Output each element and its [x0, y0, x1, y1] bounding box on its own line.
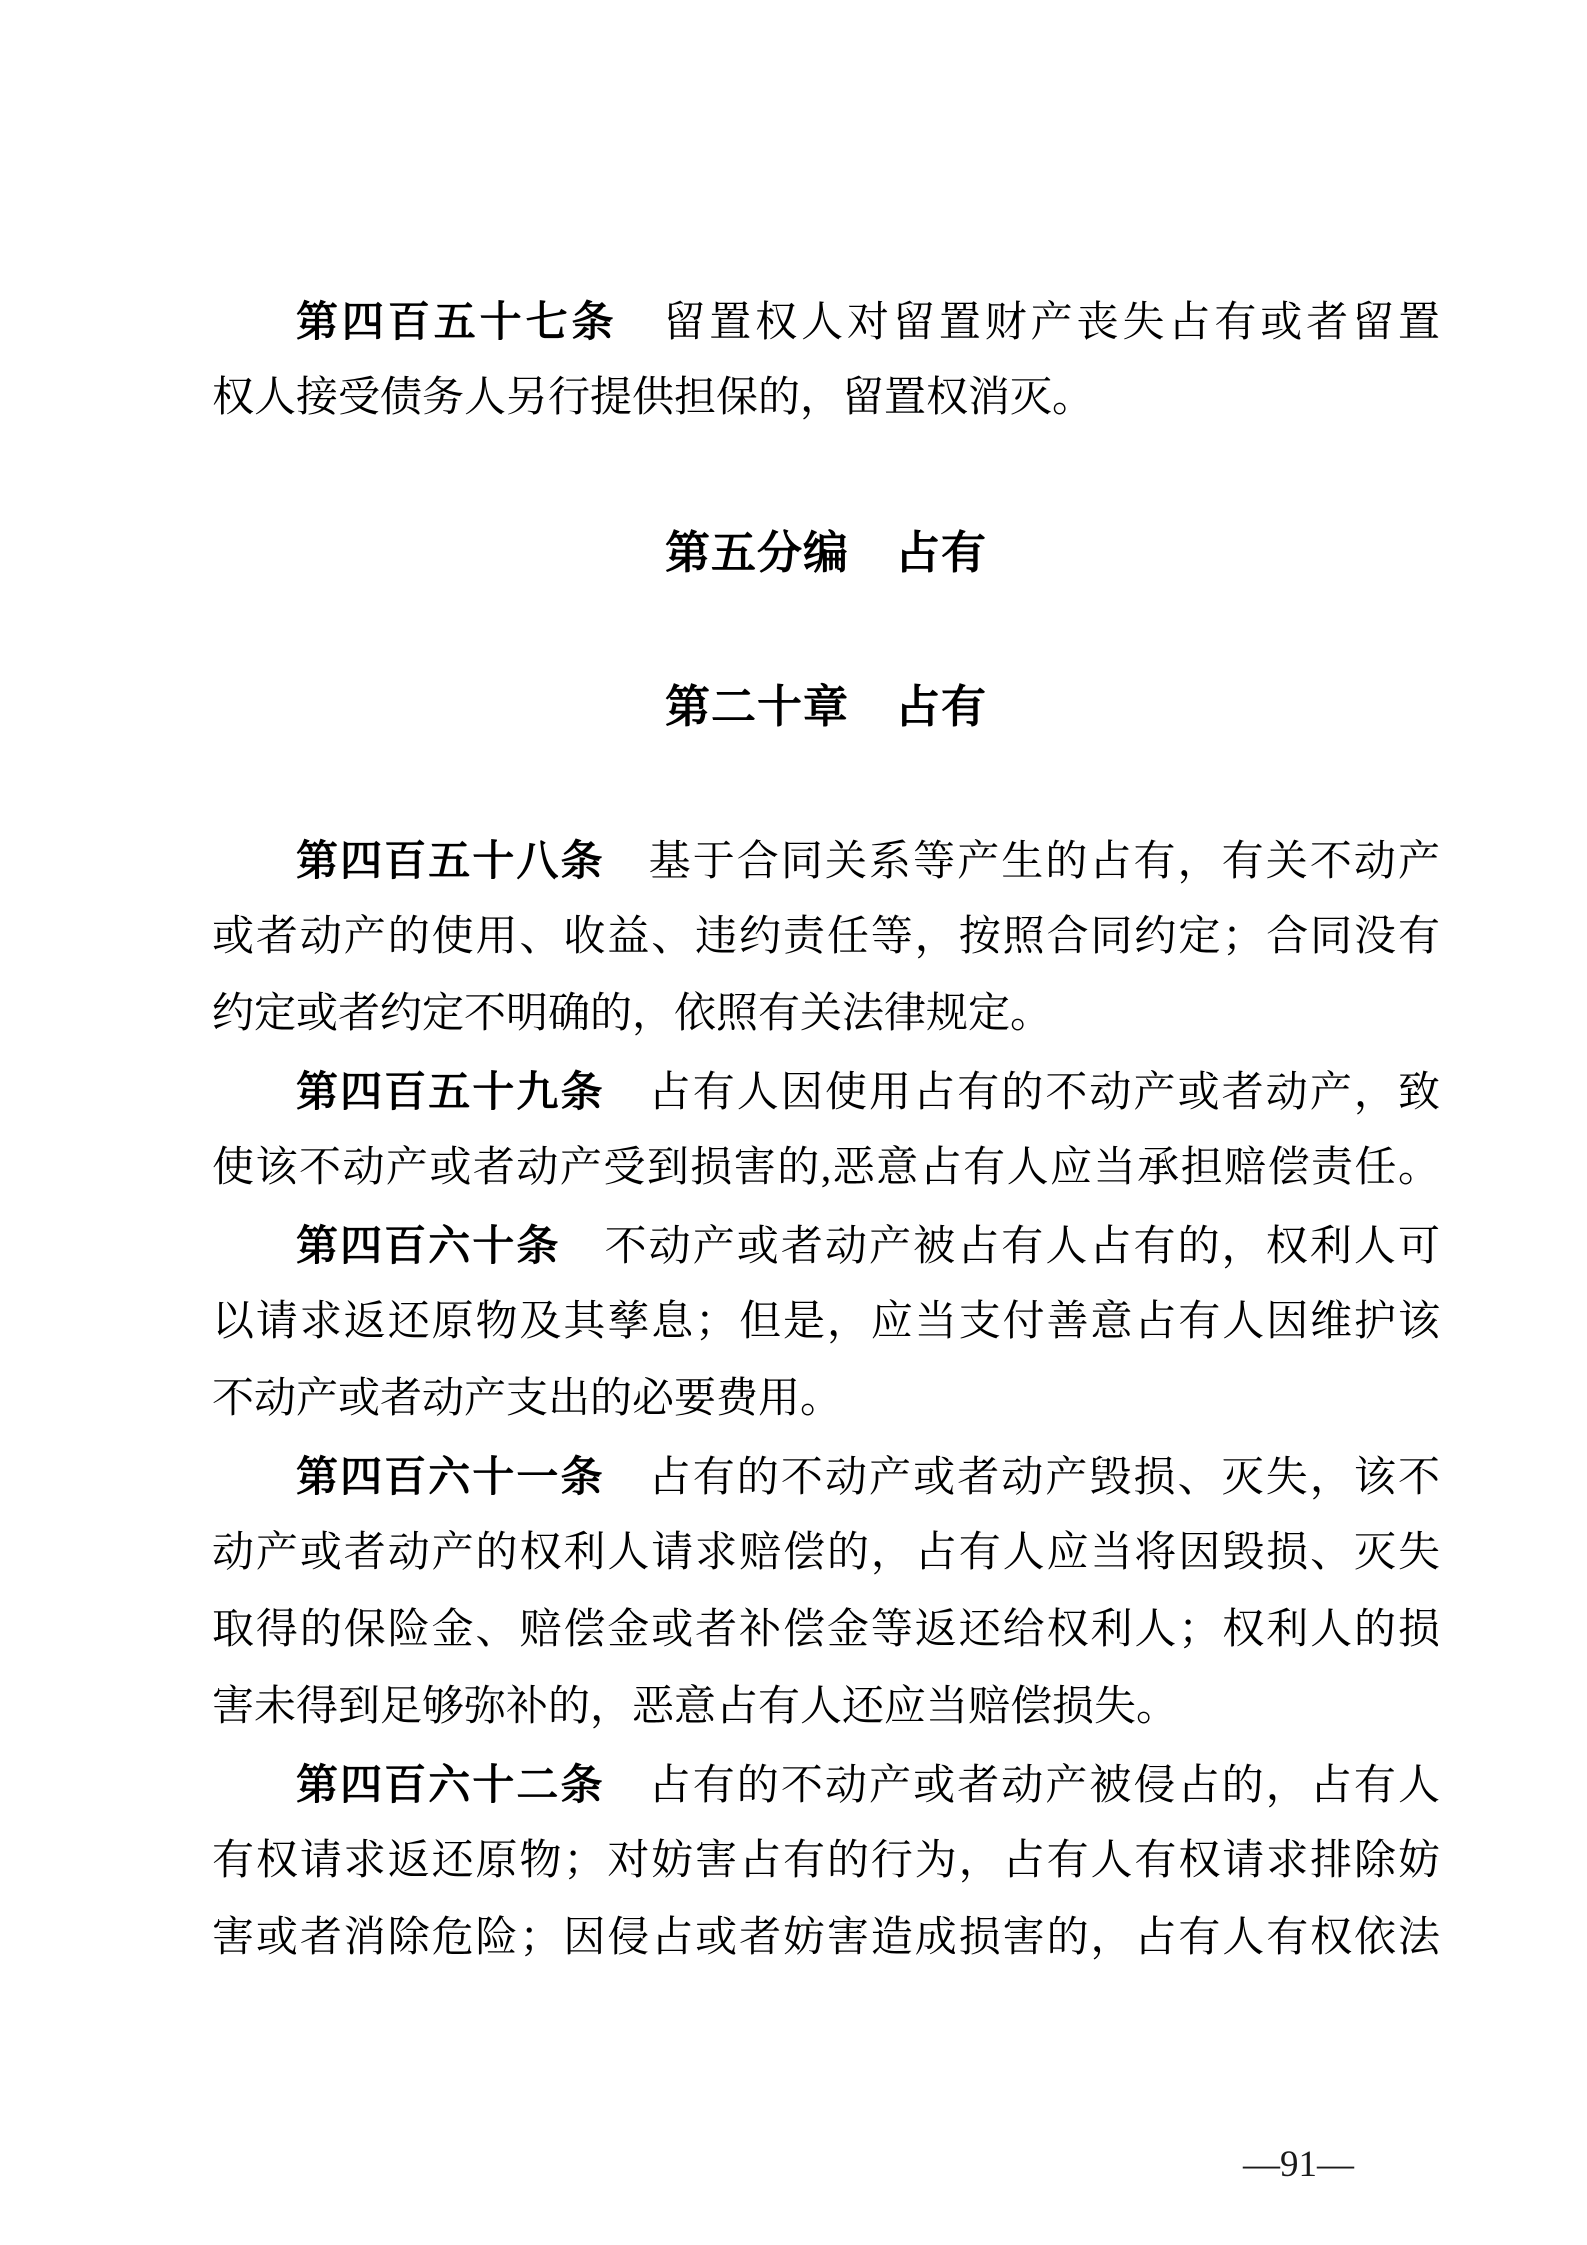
article-text: 或者动产的使用、收益、违约责任等，按照合同约定；合同没有: [212, 914, 1440, 960]
article-text: 占有的不动产或者动产被侵占的，占有人: [604, 1763, 1440, 1809]
text-line: [212, 976, 1440, 1053]
article-text: 害未得到足够弥补的，恶意占有人还应当赔偿损失。: [212, 1684, 1179, 1730]
article-text: 动产或者动产的权利人请求赔偿的，占有人应当将因毁损、灭失: [212, 1530, 1440, 1576]
article-text: 取得的保险金、赔偿金或者补偿金等返还给权利人；权利人的损: [212, 1607, 1440, 1653]
text-line: [212, 899, 1440, 976]
article-text: 约定或者约定不明确的，依照有关法律规定。: [212, 991, 1053, 1037]
article-text: 不动产或者动产支出的必要费用。: [212, 1376, 843, 1422]
chapter-heading: 第二十章 占有: [664, 681, 987, 732]
article-number: 第四百六十一条: [296, 1453, 605, 1500]
text-line: [212, 360, 1440, 437]
text-line: [212, 1592, 1440, 1669]
article-text: 有权请求返还原物；对妨害占有的行为，占有人有权请求排除妨: [212, 1838, 1440, 1884]
part-heading: 第五分编 占有: [664, 527, 987, 578]
text-line: [212, 1284, 1440, 1361]
article-number: 第四百六十条: [296, 1222, 561, 1269]
text-line: [212, 1361, 1440, 1438]
text-line: [212, 1900, 1440, 1977]
article-text: 使该不动产或者动产受到损害的,恶意占有人应当承担赔偿责任。: [212, 1145, 1440, 1191]
document-body: [212, 283, 1440, 1977]
article-text: 权人接受债务人另行提供担保的，留置权消灭。: [212, 375, 1095, 421]
text-line: [212, 1515, 1440, 1592]
article-text: 留置权人对留置财产丧失占有或者留置: [617, 300, 1440, 346]
blank-line: [212, 745, 1440, 822]
article-text: 不动产或者动产被占有人占有的，权利人可: [560, 1224, 1440, 1270]
text-line: [212, 1438, 1440, 1515]
blank-line: [212, 437, 1440, 514]
article-text: 占有的不动产或者动产毁损、灭失，该不: [604, 1455, 1440, 1501]
text-line: [212, 283, 1440, 360]
article-text: 害或者消除危险；因侵占或者妨害造成损害的，占有人有权依法: [212, 1915, 1440, 1961]
text-line: [212, 1130, 1440, 1207]
article-number: 第四百五十八条: [296, 837, 605, 884]
page-number: —91—: [1243, 2144, 1354, 2185]
text-line: [212, 822, 1440, 899]
article-number: 第四百六十二条: [296, 1761, 605, 1808]
text-line: [212, 1053, 1440, 1130]
article-number: 第四百五十九条: [296, 1068, 605, 1115]
text-line: [212, 1207, 1440, 1284]
text-line: [212, 1669, 1440, 1746]
article-number: 第四百五十七条: [296, 298, 618, 345]
text-line: [212, 1746, 1440, 1823]
article-text: 以请求返还原物及其孳息；但是，应当支付善意占有人因维护该: [212, 1299, 1440, 1345]
article-text: 占有人因使用占有的不动产或者动产，致: [604, 1070, 1440, 1116]
blank-line: [212, 591, 1440, 668]
article-text: 基于合同关系等产生的占有，有关不动产: [604, 839, 1440, 885]
text-line: [212, 1823, 1440, 1900]
